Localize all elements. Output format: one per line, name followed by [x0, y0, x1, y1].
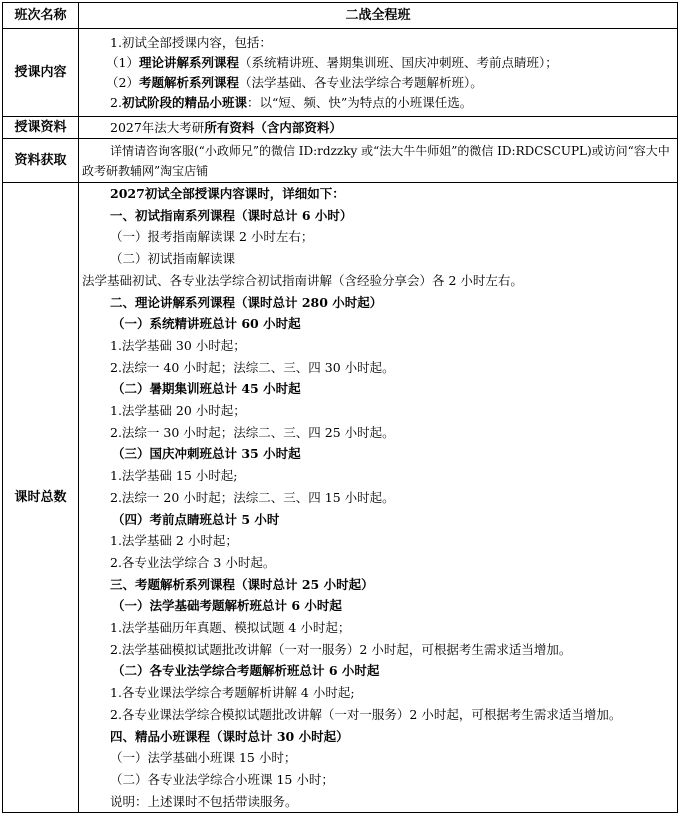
hours-line: 2.法综一 20 小时起；法综二、三、四 15 小时起。 [110, 489, 395, 505]
hours-line: （三）国庆冲刺班总计 35 小时起 [112, 446, 301, 462]
hours-cell [79, 183, 678, 813]
materials-row [3, 117, 678, 139]
access-text: 详情请咨询客服(“小政师兄”的微信 ID:rdzzky 或“法大牛牛师姐”的微信 ID:RDCSCUPL)或访问“容大中政考研教辅网”淘宝店铺 [82, 143, 670, 178]
access-row [3, 139, 678, 183]
hours-line: （二）初试指南解读课 [110, 251, 236, 267]
hours-line: （一）系统精讲班总计 60 小时起 [112, 316, 301, 332]
hours-line: 2.各专业课法学综合模拟试题批改讲解（一对一服务）2 小时起，可根据考生需求适当增加。 [110, 706, 622, 722]
header-row [3, 3, 678, 29]
materials-cell [79, 117, 678, 139]
hours-line: （一）法学基础小班课 15 小时； [110, 750, 297, 766]
materials-text: 2027年法大考研 [110, 119, 205, 135]
hours-line: （二）暑期集训班总计 45 小时起 [112, 381, 301, 397]
materials-bold-text: 所有资料（含内部资料） [204, 119, 342, 135]
hours-line: 二、理论讲解系列课程（课时总计 280 小时起） [110, 294, 383, 310]
hours-line: 三、考题解析系列课程（课时总计 25 小时起） [110, 576, 374, 592]
hours-line: （一）法学基础考题解析班总计 6 小时起 [112, 598, 342, 614]
materials-line [82, 118, 674, 138]
hours-line: 1.法学基础 2 小时起； [110, 533, 238, 549]
hours-line: 2.法综一 40 小时起；法综二、三、四 30 小时起。 [110, 359, 395, 375]
hours-label: 课时总数 [3, 183, 79, 813]
materials-label: 授课资料 [3, 117, 79, 139]
content-line-2-rest: （系统精讲班、暑期集训班、国庆冲刺班、考前点睛班）； [238, 54, 558, 70]
content-line-3-prefix: （2） [106, 74, 139, 90]
content-line-2-prefix: （1） [106, 54, 139, 70]
content-line-4-bold: 初试阶段的精品小班课 [121, 94, 247, 110]
content-cell [79, 29, 678, 117]
hours-line: 2.各专业法学综合 3 小时起。 [110, 554, 276, 570]
hours-line: 法学基础初试、各专业法学综合初试指南讲解（含经验分享会）各 2 小时左右。 [82, 272, 523, 288]
hours-line: 2027初试全部授课内容课时，详细如下： [110, 186, 345, 201]
content-line-4 [82, 93, 674, 113]
hours-line: 1.各专业课法学综合考题解析讲解 4 小时起; [110, 685, 355, 701]
hours-line: 一、初试指南系列课程（课时总计 6 小时） [110, 207, 353, 223]
content-label: 授课内容 [3, 29, 79, 117]
hours-line: 1.法学基础 15 小时起; [110, 468, 238, 484]
hours-line: （二）各专业法学综合考题解析班总计 6 小时起 [112, 663, 380, 679]
access-label: 资料获取 [3, 139, 79, 183]
hours-line: 四、精品小班课程（课时总计 30 小时起） [110, 728, 349, 744]
content-row [3, 29, 678, 117]
hours-line: 说明：上述课时不包括带读服务。 [110, 793, 298, 809]
hours-line: 2.法综一 30 小时起；法综二、三、四 25 小时起。 [110, 424, 395, 440]
hours-line: （二）各专业法学综合小班课 15 小时； [110, 771, 334, 787]
content-line-2-bold: 理论讲解系列课程 [138, 54, 239, 70]
header-class-value: 二战全程班 [79, 3, 678, 29]
content-line-3-rest: （法学基础、各专业法学综合考题解析班）。 [238, 74, 483, 90]
content-line-2 [82, 53, 674, 73]
header-class-name-label: 班次名称 [3, 3, 79, 29]
content-line-3 [82, 73, 674, 93]
hours-row [3, 183, 678, 813]
hours-line: 1.法学基础 30 小时起； [110, 337, 246, 353]
hours-line: 1.法学基础 20 小时起； [110, 403, 246, 419]
access-cell [79, 139, 678, 183]
hours-line: 2.法学基础模拟试题批改讲解（一对一服务）2 小时起，可根据考生需求适当增加。 [110, 641, 572, 657]
course-table [2, 2, 678, 813]
hours-line: （四）考前点睛班总计 5 小时 [112, 511, 280, 527]
content-line-4-rest: ：以“短、频、快”为特点的小班课任选。 [246, 94, 473, 110]
hours-line: （一）报考指南解读课 2 小时左右； [110, 229, 314, 245]
content-line-1-text: 1.初试全部授课内容，包括： [110, 34, 272, 50]
hours-line: 1.法学基础历年真题、模拟试题 4 小时起； [110, 620, 351, 636]
content-line-1 [82, 33, 674, 53]
content-line-4-prefix: 2. [110, 94, 122, 110]
content-line-3-bold: 考题解析系列课程 [138, 74, 239, 90]
